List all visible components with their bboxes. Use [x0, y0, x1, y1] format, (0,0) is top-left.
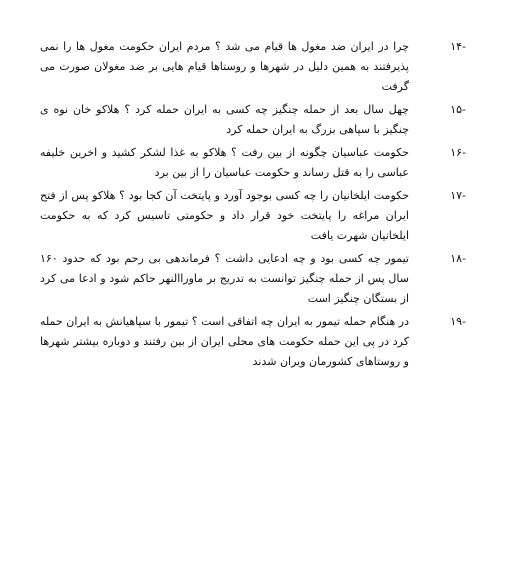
question-number: -۱۴: [450, 40, 466, 53]
question-item-16: [40, 143, 466, 183]
question-list: [40, 37, 466, 375]
question-item-18: [40, 249, 466, 309]
question-number: -۱۹: [450, 315, 466, 328]
question-text: در هنگام حمله تیمور به ایران چه اتفاقی است ؟ تیمور با سپاهیانش به ایران حمله کرد در پی این حمله حکومت های محلی ایران از بین رفتند و دوباره بیشتر شهرها و روستاهای کشورمان ویران شدند: [40, 315, 409, 368]
question-text: حکومت عباسیان چگونه از بین رفت ؟ هلاکو به غذا لشکر کشید و اخرین خلیفه عباسی را به قتل رساند و حکومت عباسیان را از بین برد: [40, 146, 409, 179]
question-number: -۱۸: [450, 252, 466, 265]
question-number: -۱۶: [450, 146, 466, 159]
question-text: تیمور چه کسی بود و چه ادعایی داشت ؟ فرماندهی بی رحم بود که حدود ۱۶۰ سال پس از حمله چنگیز توانست به تدریج بر ماوراالنهر حاکم شود و ادعا می کرد از بستگان چنگیز است: [40, 252, 409, 305]
question-number: -۱۵: [450, 103, 466, 116]
question-text: حکومت ایلخانیان را چه کسی بوجود آورد و پایتخت آن کجا بود ؟ هلاکو پس از فتح ایران مراغه را پایتخت خود قرار داد و حکومتی تاسیس کرد که به حکومت ایلخانیان شهرت یافت: [40, 189, 409, 242]
question-item-15: [40, 100, 466, 140]
question-number: -۱۷: [450, 189, 466, 202]
question-text: چرا در ایران ضد مغول ها قیام می شد ؟ مردم ایران حکومت مغول ها را نمی پذیرفتند به همین دلیل در شهرها و روستاها قیام هایی بر ضد مغولان صورت می گرفت: [40, 40, 409, 93]
question-text: چهل سال بعد از حمله چنگیز چه کسی به ایران حمله کرد ؟ هلاکو خان نوه ی چنگیز با سپاهی بزرگ به ایران حمله کرد: [40, 103, 409, 136]
question-item-19: [40, 312, 466, 372]
question-item-17: [40, 186, 466, 246]
question-item-14: [40, 37, 466, 97]
